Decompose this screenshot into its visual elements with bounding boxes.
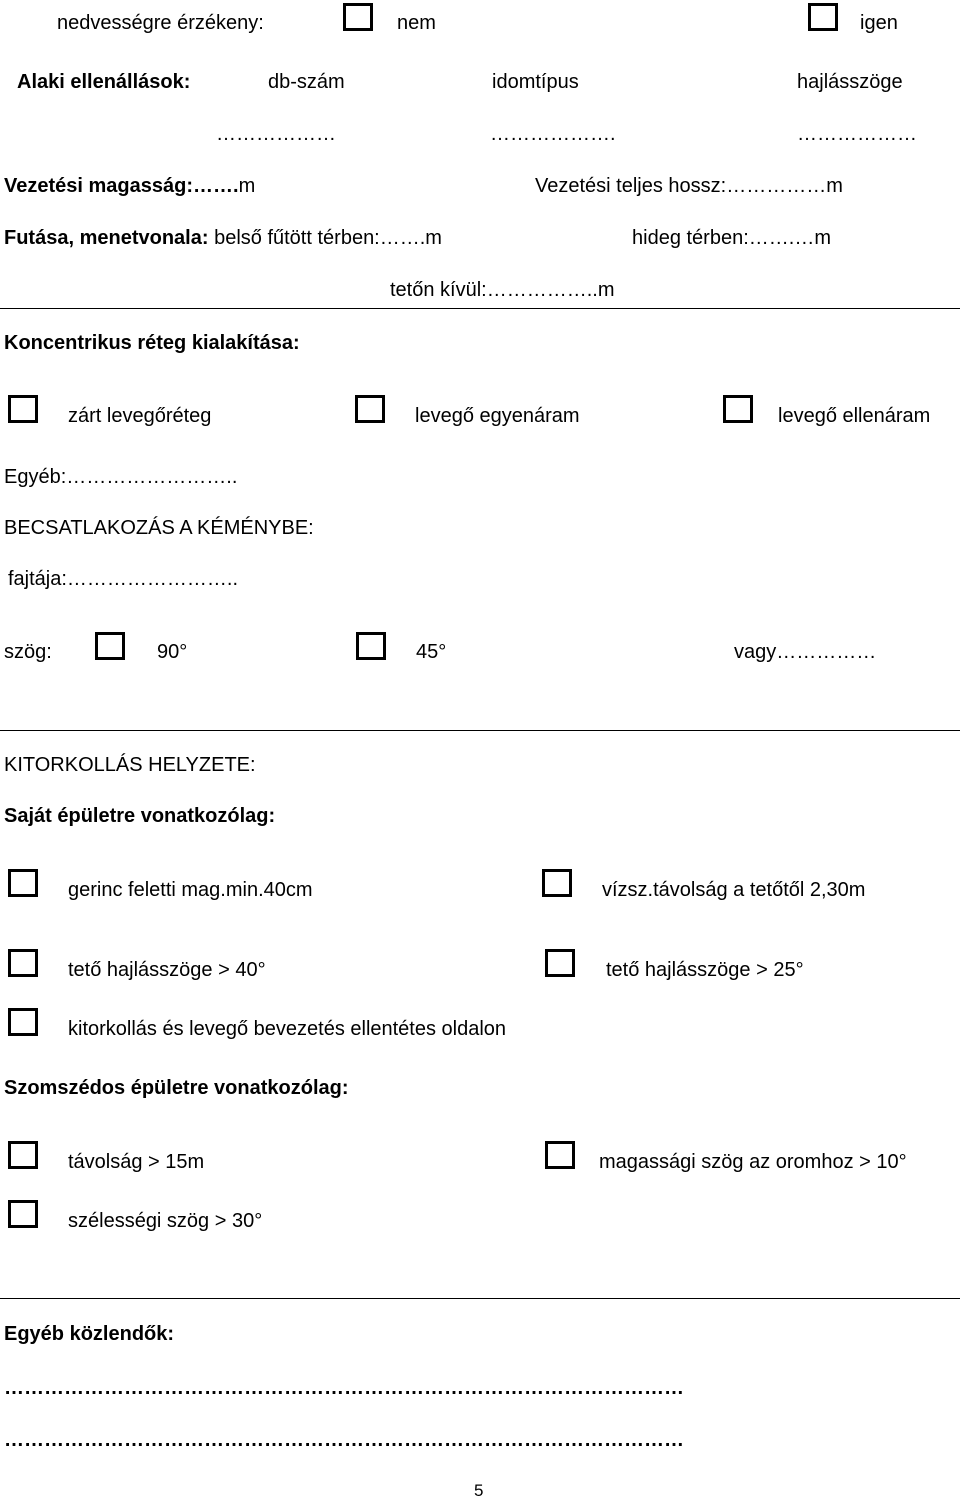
section-divider [0, 730, 960, 731]
ridge-label: gerinc feletti mag.min.40cm [68, 879, 313, 901]
width-angle-checkbox[interactable] [8, 1200, 38, 1228]
concentric-opt1-checkbox[interactable] [8, 395, 38, 423]
concentric-opt3-label: levegő ellenáram [778, 405, 931, 427]
angle-other-field[interactable]: vagy…………… [734, 641, 877, 663]
elevation-angle-checkbox[interactable] [545, 1141, 575, 1169]
section-divider [0, 1298, 960, 1299]
moisture-yes-checkbox[interactable] [808, 3, 838, 31]
ridge-checkbox[interactable] [8, 869, 38, 897]
concentric-heading: Koncentrikus réteg kialakítása: [4, 332, 300, 354]
page-number: 5 [474, 1481, 484, 1500]
angle-90-label: 90° [157, 641, 188, 663]
angle-90-checkbox[interactable] [95, 632, 125, 660]
neighbor-building-heading: Szomszédos épületre vonatkozólag: [4, 1077, 349, 1099]
distance-label: távolság > 15m [68, 1151, 205, 1173]
height-unit: m [238, 175, 256, 197]
moisture-yes-label: igen [860, 12, 898, 34]
fittings-type-field[interactable]: ………………. [490, 123, 616, 145]
fittings-type-header: idomtípus [492, 71, 579, 93]
own-building-heading: Saját épületre vonatkozólag: [4, 805, 276, 827]
concentric-opt1-label: zárt levegőréteg [68, 405, 212, 427]
width-angle-label: szélességi szög > 30° [68, 1210, 263, 1232]
concentric-other-field[interactable]: Egyéb:…………………….. [4, 466, 238, 488]
opposite-side-checkbox[interactable] [8, 1008, 38, 1036]
height-label: Vezetési magasság: [4, 175, 193, 197]
exhaust-heading: KITORKOLLÁS HELYZETE: [4, 754, 256, 776]
height-row [4, 176, 255, 196]
concentric-opt2-checkbox[interactable] [355, 395, 385, 423]
angle-45-checkbox[interactable] [356, 632, 386, 660]
fittings-label: Alaki ellenállások: [17, 71, 191, 93]
routing-row [4, 228, 442, 248]
chimney-type-field[interactable]: fajtája:…………………….. [8, 568, 239, 590]
pitch40-checkbox[interactable] [8, 949, 38, 977]
height-field[interactable]: ……. [193, 175, 239, 197]
routing-roof-field[interactable]: tetőn kívül:……………..m [390, 279, 615, 301]
chimney-heading: BECSATLAKOZÁS A KÉMÉNYBE: [4, 517, 314, 539]
routing-inner-field[interactable]: belső fűtött térben:…….m [214, 227, 442, 249]
pitch40-label: tető hajlásszöge > 40° [68, 959, 266, 981]
elevation-angle-label: magassági szög az oromhoz > 10° [599, 1151, 907, 1173]
moisture-no-label: nem [397, 12, 436, 34]
notes-line-2[interactable]: ………………………………………………………………………………………… [4, 1429, 684, 1451]
fittings-angle-field[interactable]: ……………… [797, 123, 917, 145]
angle-45-label: 45° [416, 641, 447, 663]
pitch25-checkbox[interactable] [545, 949, 575, 977]
pitch25-label: tető hajlásszöge > 25° [606, 959, 804, 981]
distance-checkbox[interactable] [8, 1141, 38, 1169]
horizontal-distance-checkbox[interactable] [542, 869, 572, 897]
total-length-field[interactable]: Vezetési teljes hossz:……………m [535, 175, 843, 197]
moisture-no-checkbox[interactable] [343, 3, 373, 31]
horizontal-distance-label: vízsz.távolság a tetőtől 2,30m [602, 879, 866, 901]
fittings-count-header: db-szám [268, 71, 345, 93]
notes-line-1[interactable]: ………………………………………………………………………………………… [4, 1377, 684, 1399]
concentric-opt3-checkbox[interactable] [723, 395, 753, 423]
fittings-angle-header: hajlásszöge [797, 71, 903, 93]
fittings-count-field[interactable]: ……………… [216, 123, 336, 145]
opposite-side-label: kitorkollás és levegő bevezetés ellentétes oldalon [68, 1018, 507, 1040]
moisture-label: nedvességre érzékeny: [57, 12, 264, 34]
angle-label: szög: [4, 641, 52, 663]
concentric-opt2-label: levegő egyenáram [415, 405, 580, 427]
section-divider [0, 308, 960, 309]
notes-heading: Egyéb közlendők: [4, 1323, 175, 1345]
routing-cold-field[interactable]: hideg térben:…….…m [632, 227, 831, 249]
routing-label: Futása, menetvonala: [4, 227, 209, 249]
